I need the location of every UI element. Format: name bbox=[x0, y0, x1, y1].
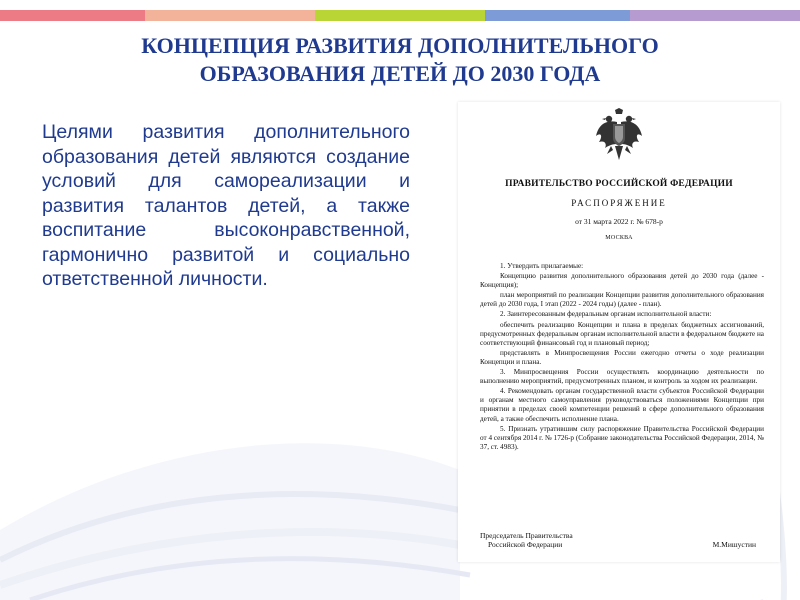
stripe-segment-blue bbox=[485, 10, 630, 21]
signature-position bbox=[480, 531, 573, 549]
document-body bbox=[480, 262, 764, 453]
document-paragraph: 1. Утвердить прилагаемые: bbox=[500, 262, 584, 270]
signature-position-line-1: Председатель Правительства bbox=[480, 531, 573, 540]
document-date-number: от 31 марта 2022 г. № 678-р bbox=[575, 217, 663, 226]
title-line-2: ОБРАЗОВАНИЯ ДЕТЕЙ ДО 2030 ГОДА bbox=[199, 61, 601, 86]
stripe-segment-purple bbox=[630, 10, 800, 21]
signature-name: М.Мишустин bbox=[712, 540, 756, 549]
title-line-1: КОНЦЕПЦИЯ РАЗВИТИЯ ДОПОЛНИТЕЛЬНОГО bbox=[141, 33, 659, 58]
document-kind: РАСПОРЯЖЕНИЕ bbox=[571, 198, 667, 208]
document-paragraph: план мероприятий по реализации Концепции развития дополнительного образования детей до 2030 года, I этап (2022 - 2024 годы) (далее - план). bbox=[480, 291, 764, 309]
document-city: МОСКВА bbox=[605, 235, 633, 241]
signature-position-line-2: Российской Федерации bbox=[488, 540, 563, 549]
russian-coat-of-arms-icon bbox=[595, 108, 643, 164]
document-paragraph: представлять в Минпросвещения России ежегодно отчеты о ходе реализации Концепции и плана. bbox=[480, 348, 764, 366]
document-paragraph: обеспечить реализацию Концепции и плана в пределах бюджетных ассигнований, предусмотренных федеральным органам исполнительной власти в федеральном бюджете на соответствующий финансовый год и плановый период; bbox=[480, 320, 764, 347]
document-paragraph: Концепцию развития дополнительного образования детей до 2030 года (далее - Концепция); bbox=[480, 272, 764, 290]
decree-document-image bbox=[458, 102, 780, 562]
document-paragraph: 5. Признать утратившим силу распоряжение Правительства Российской Федерации от 4 сентября 2014 г. № 1726-р (Собрание законодательства Российской Федерации, 2014, № 37, ст. 4983). bbox=[480, 424, 764, 451]
document-government-heading: ПРАВИТЕЛЬСТВО РОССИЙСКОЙ ФЕДЕРАЦИИ bbox=[505, 179, 733, 189]
stripe-segment-peach bbox=[145, 10, 315, 21]
slide-title bbox=[90, 32, 710, 88]
top-color-stripe bbox=[0, 10, 800, 21]
stripe-segment-pink bbox=[0, 10, 145, 21]
document-paragraph: 3. Минпросвещения России осуществлять координацию деятельности по выполнению мероприятий, предусмотренных планом, и контроль за ходом их реализации. bbox=[480, 368, 764, 386]
document-paragraph: 4. Рекомендовать органам государственной власти субъектов Российской Федерации и органам местного самоуправления руководствоваться положениями Концепции при принятии в пределах своей компетенции решений в сфере дополнительного образования детей, а также обеспечить исполнение плана. bbox=[480, 387, 764, 423]
document-paragraph: 2. Заинтересованным федеральным органам исполнительной власти: bbox=[500, 310, 712, 319]
main-body-text: Целями развития дополнительного образования детей являются создание условий для самореализации и развития талантов детей, а также воспитание высоконравственной, гармонично развитой и социально ответственной личности. bbox=[42, 121, 410, 290]
stripe-segment-green bbox=[315, 10, 485, 21]
